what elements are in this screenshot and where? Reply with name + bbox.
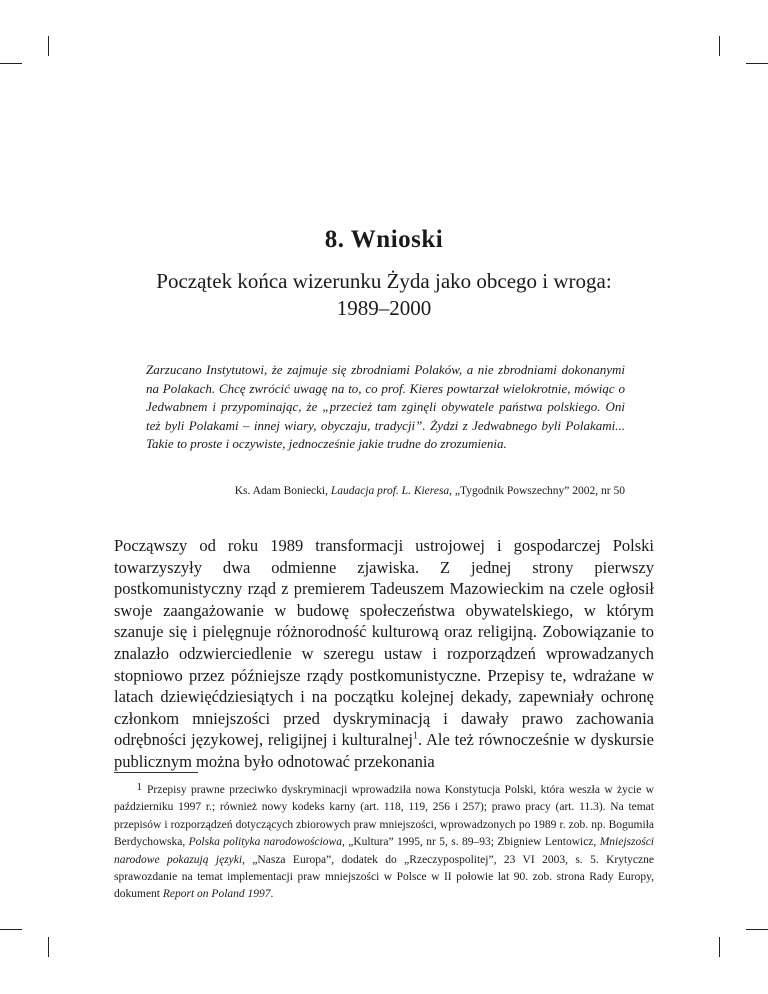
epigraph-source-rest: , „Tygodnik Powszechny” 2002, nr 50 [449, 485, 625, 497]
crop-mark-bottom-right-h [746, 929, 768, 930]
crop-mark-top-right-h [746, 63, 768, 64]
body-paragraph-end: . Ale też równocześnie w dyskursie publicznym można było odnotować przekonania [114, 730, 655, 771]
footnote-part-1: Przepisy prawne przeciwko dyskryminacji wprowadziła nowa Konstytucja Polski, która weszła w życie w październiku 1997 r.; również nowy kodeks karny (art. 118, 119, 256 i 257); prawo pracy (art. 11.3). Na temat przepisów i rozporządzeń dotyczących zbiorowych praw mniejszości, wprowadzonych po 1989 r. zob. np. Bogumiła Berdychowska, [114, 784, 654, 849]
subtitle-line-2: 1989–2000 [336, 296, 432, 320]
epigraph-source [146, 485, 625, 497]
footnote-italic-1: Polska polityka narodowościowa [188, 836, 342, 849]
crop-mark-top-left-h [0, 63, 22, 64]
footnote-reference: 1 [413, 730, 419, 742]
crop-mark-bottom-left-h [0, 929, 22, 930]
footnote-italic-2: Mniejszości narodowe pokazują języki [114, 836, 654, 866]
crop-mark-bottom-left-v [48, 937, 49, 957]
footnote-marker: 1 [136, 781, 142, 793]
chapter-subtitle [100, 268, 668, 322]
chapter-title: 8. Wnioski [324, 226, 444, 253]
footnote-part-4: . [270, 888, 274, 901]
footnote-part-3: , „Nasza Europa”, dodatek do „Rzeczypospolitej”, 23 VI 2003, s. 5. Krytyczne sprawozdanie na temat implementacji praw mniejszości w Polsce w II połowie lat 90. zob. strona Rady Europy, dokument [114, 853, 654, 901]
epigraph-source-title: Laudacja prof. L. Kieresa [330, 485, 450, 497]
crop-mark-bottom-right-v [719, 937, 720, 957]
footnote-italic-3: Report on Poland 1997 [162, 888, 271, 901]
footnote-divider [114, 772, 198, 773]
crop-mark-top-left-v [48, 36, 49, 56]
footnote-part-2: , „Kultura” 1995, nr 5, s. 89–93; Zbigniew Lentowicz, [341, 836, 600, 849]
subtitle-line-1: Początek końca wizerunku Żyda jako obcego i wroga: [156, 269, 612, 293]
crop-mark-top-right-v [719, 36, 720, 56]
epigraph-text: Zarzucano Instytutowi, że zajmuje się zbrodniami Polaków, a nie zbrodniami dokonanymi na Polakach. Chcę zwrócić uwagę na to, co prof. Kieres powtarzał wielokrotnie, mówiąc o Jedwabnem i przypominając, że „przecież tam zginęli obywatele państwa polskiego. Oni też byli Polakami – innej wiary, obyczaju, tradycji”. Żydzi z Jedwabnego byli Polakami... Takie to proste i oczywiste, jednocześnie jakie trudne do zrozumienia. [146, 362, 625, 452]
body-paragraph [114, 535, 654, 773]
footnote [114, 779, 654, 904]
epigraph-source-author: Ks. Adam Boniecki, [234, 485, 331, 497]
body-paragraph-text: Począwszy od roku 1989 transformacji ustrojowej i gospodarczej Polski towarzyszyły dwa odmienne zjawiska. Z jednej strony pierwszy postkomunistyczny rząd z premierem Tadeuszem Mazowieckim na czele ogłosił swoje zaangażowanie w budowę społeczeństwa obywatelskiego, w którym szanuje się i pielęgnuje różnorodność kulturową oraz religijną. Zobowiązanie to znalazło odzwierciedlenie w szeregu ustaw i rozporządzeń wprowadzanych stopniowo przez późniejsze rządy postkomunistyczne. Przepisy te, wdrażane w latach dziewięćdziesiątych i na początku kolejnej dekady, zapewniały ochronę członkom mniejszości przed dyskryminacją i dawały prawo zachowania odrębności językowej, religijnej i kulturalnej [114, 536, 654, 750]
